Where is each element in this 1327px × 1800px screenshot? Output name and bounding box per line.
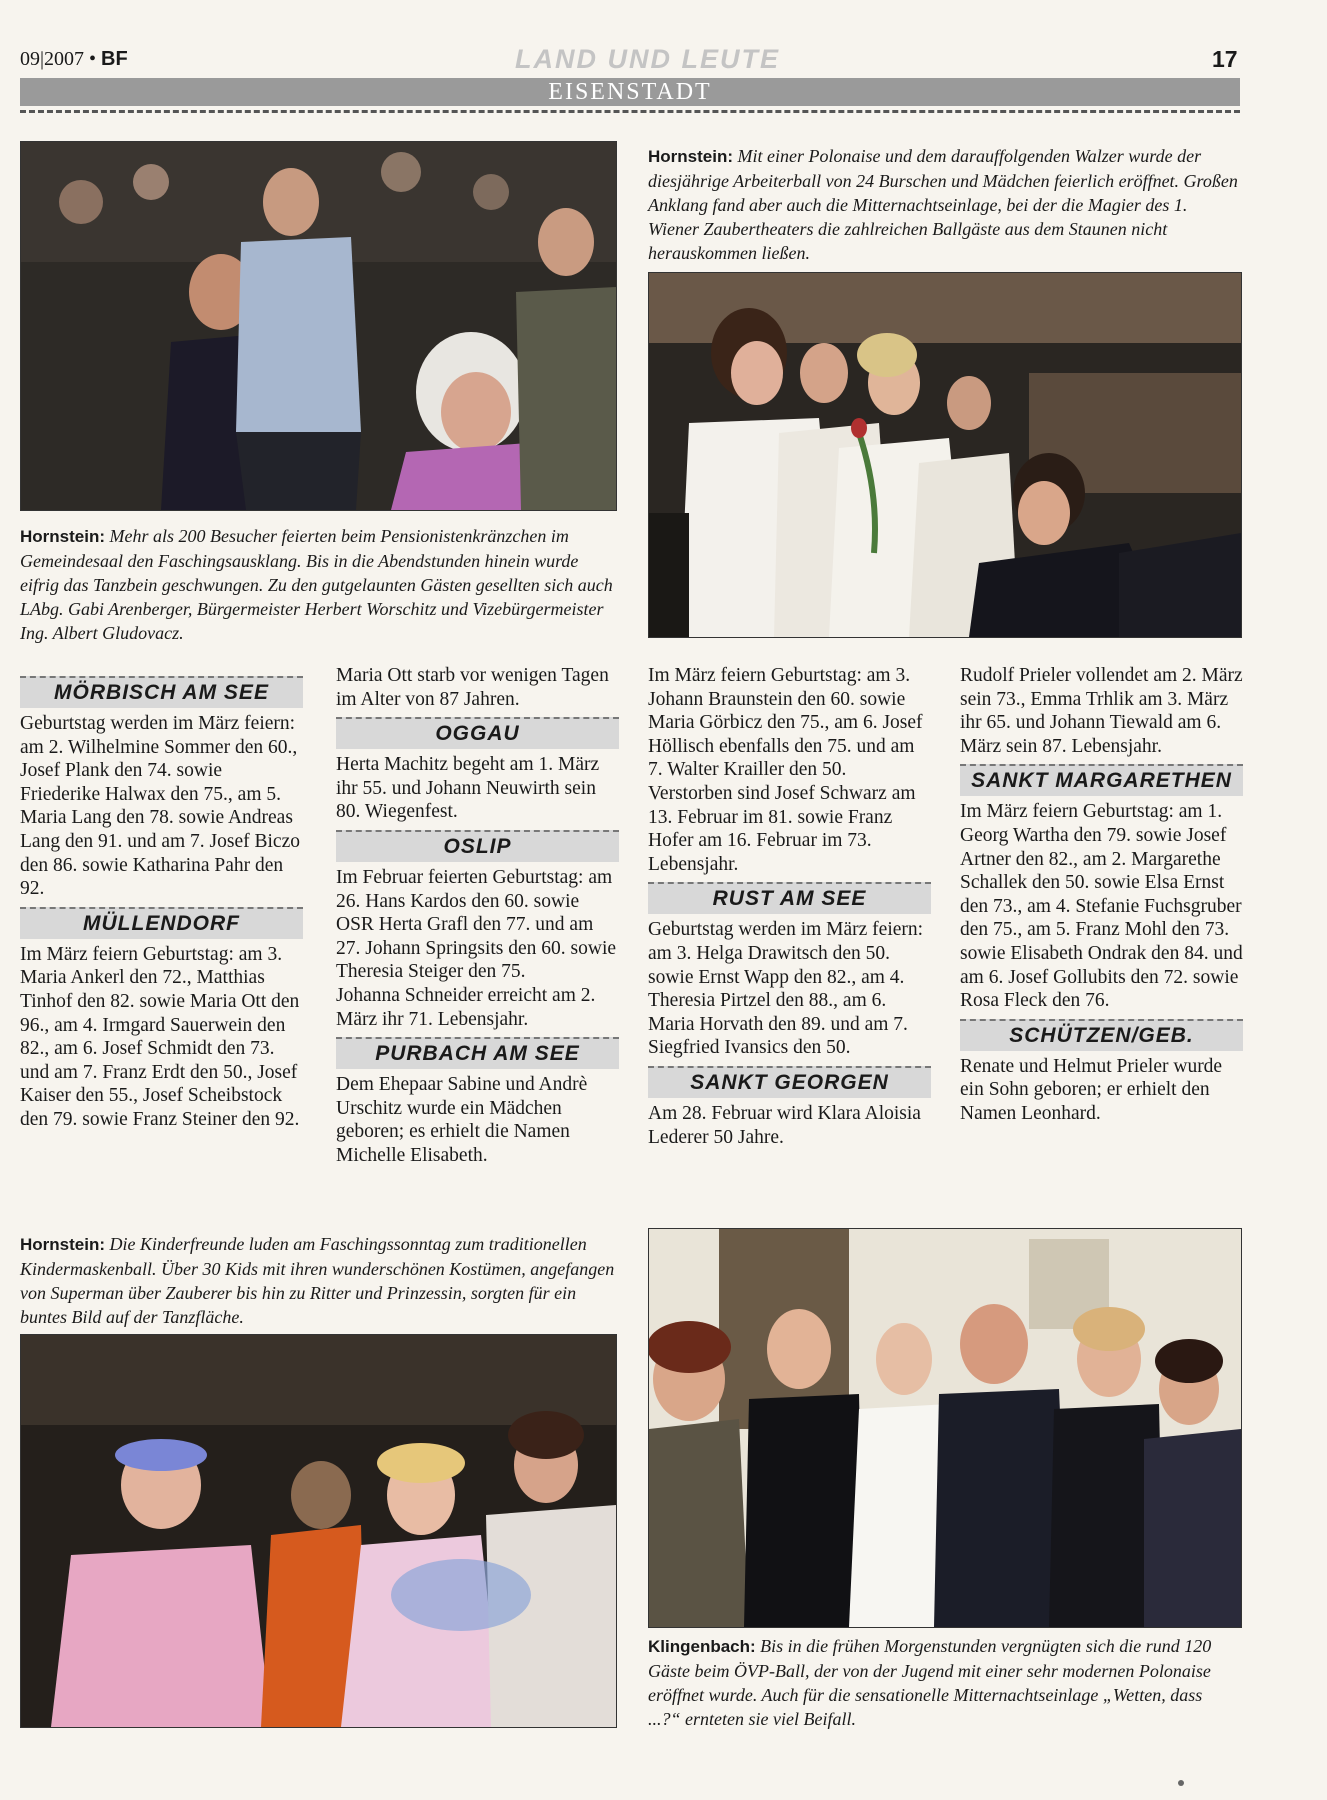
article-moerbisch: Geburtstag werden im März feiern: am 2. Wilhelmine Sommer den 60., Josef Plank den 74. sowie Friederike Halwax den 75., am 5. Maria Lang den 78. sowie Andreas Lang den 91. und am 7. Josef Biczo den 86. sowie Katharina Pahr den 92. <box>20 713 300 900</box>
column-4 <box>960 664 1243 1126</box>
section-heading-sankt-georgen: SANKT GEORGEN <box>648 1066 931 1098</box>
section-heading-sankt-margarethen: SANKT MARGARETHEN <box>960 764 1243 796</box>
paper-name: BF <box>101 48 128 70</box>
caption-arbeiterball <box>648 144 1240 265</box>
caption-text: Bis in die frühen Morgenstunden vergnügten sich die rund 120 Gäste beim ÖVP-Ball, der von der Jugend mit einer sehr modernen Polonaise eröffnet wurde. Auch für die sensationelle Mitternachtseinlage „Wetten, dass ...?“ ernteten sie viel Beifall. <box>648 1636 1212 1729</box>
section-heading-muellendorf: MÜLLENDORF <box>20 907 303 939</box>
header-divider <box>20 110 1240 113</box>
region-label: EISENSTADT <box>548 79 712 105</box>
caption-kindermaskenball <box>20 1232 620 1329</box>
section-heading-oggau: OGGAU <box>336 717 619 749</box>
caption-text: Mehr als 200 Besucher feierten beim Pensionistenkränzchen im Gemeindesaal den Faschingsausklang. Bis in die Abendstunden hinein wurde eifrig das Tanzbein geschwungen. Zu den gutgelaunten Gästen gesellten sich auch LAbg. Gabi Arenberger, Bürgermeister Herbert Worschitz und Vizebürgermeister Ing. Albert Gludovacz. <box>20 526 613 643</box>
section-heading-purbach: PURBACH AM SEE <box>336 1037 619 1069</box>
caption-text: Die Kinderfreunde luden am Faschingssonntag zum traditionellen Kindermaskenball. Über 30 Kids mit ihren wunderschönen Kostümen, angefangen von Superman über Zauberer bis hin zu Ritter und Prinzessin, sorgten für ein buntes Bild auf der Tanzfläche. <box>20 1234 615 1327</box>
article-purbach: Dem Ehepaar Sabine und Andrè Urschitz wurde ein Mädchen geboren; es erhielt die Namen Michelle Elisabeth. <box>336 1074 588 1166</box>
debutantes-polonaise-photo <box>648 272 1242 638</box>
article-sankt-georgen: Am 28. Februar wird Klara Aloisia Lederer 50 Jahre. <box>648 1102 921 1148</box>
issue-number: 09|2007 <box>20 48 85 70</box>
kids-costume-ball-photo <box>20 1334 617 1728</box>
page-number: 17 <box>1212 46 1238 72</box>
section-heading-oslip: OSLIP <box>336 830 619 862</box>
article-oggau: Herta Machitz begeht am 1. März ihr 55. und Johann Neuwirth sein 80. Wiegenfest. <box>336 754 600 823</box>
caption-text: Mit einer Polonaise und dem darauffolgenden Walzer wurde der diesjährige Arbeiterball von 24 Burschen und Mädchen feierlich eröffnet. Großen Anklang fand aber auch die Mitternachtseinlage, bei der die Magier des 1. Wiener Zaubertheaters die zahlreichen Ballgäste aus dem Staunen nicht herauskommen ließen. <box>648 146 1238 263</box>
caption-place: Hornstein: <box>20 527 105 546</box>
column-2 <box>336 664 619 1168</box>
caption-pensionistenkraenzchen <box>20 524 620 645</box>
article-sankt-margarethen: Im März feiern Geburtstag: am 1. Georg Wartha den 79. sowie Josef Artner den 82., am 2. Margarethe Schallek den 50. sowie Elsa Ernst den 73., am 4. Stefanie Fuchsgruber den 75., am 5. Franz Mohl den 73. sowie Elisabeth Ondrak den 84. und am 6. Josef Gollubits den 72. sowie Rosa Fleck den 76. <box>960 801 1243 1012</box>
article-schuetzen: Renate und Helmut Prieler wurde ein Sohn geboren; er erhielt den Namen Leonhard. <box>960 1055 1223 1124</box>
caption-place: Hornstein: <box>648 147 733 166</box>
article-oslip-2: Johanna Schneider erreicht am 2. März ihr 71. Lebensjahr. <box>336 984 596 1030</box>
region-band <box>20 78 1240 106</box>
column-3 <box>648 664 931 1149</box>
caption-place: Klingenbach: <box>648 1637 756 1656</box>
section-heading-schuetzen: SCHÜTZEN/GEB. <box>960 1019 1243 1051</box>
dancing-seniors-photo <box>20 141 617 511</box>
article-sankt-georgen-cont: Rudolf Prieler vollendet am 2. März sein 73., Emma Trhlik am 3. März ihr 65. und Johann Tiewald am 6. März sein 87. Lebensjahr. <box>960 665 1243 757</box>
section-title: LAND UND LEUTE <box>515 44 780 74</box>
caption-oevp-ball <box>648 1634 1238 1731</box>
section-heading-moerbisch: MÖRBISCH AM SEE <box>20 676 303 708</box>
article-rust: Geburtstag werden im März feiern: am 3. Helga Drawitsch den 50. sowie Ernst Wapp den 82., am 4. Theresia Pirtzel den 88., am 6. Maria Horvath den 89. und am 7. Siegfried Ivansics den 50. <box>648 919 924 1059</box>
article-muellendorf-cont: Maria Ott starb vor wenigen Tagen im Alter von 87 Jahren. <box>336 665 609 710</box>
article-purbach-cont: Im März feiern Geburtstag: am 3. Johann Braunstein den 60. sowie Maria Görbicz den 75., am 6. Josef Höllisch ebenfalls den 75. und am 7. Walter Krailler den 50. <box>648 665 923 781</box>
column-1 <box>20 670 303 1132</box>
article-muellendorf: Im März feiern Geburtstag: am 3. Maria Ankerl den 72., Matthias Tinhof den 82. sowie Maria Ott den 96., am 4. Irmgard Sauerwein den 82., am 6. Josef Schmidt den 73. und am 7. Franz Erdt den 50., Josef Kaiser den 55., Josef Scheibstock den 79. sowie Franz Steiner den 92. <box>20 943 300 1130</box>
section-heading-rust: RUST AM SEE <box>648 882 931 914</box>
article-oslip: Im Februar feierten Geburtstag: am 26. Hans Kardos den 60. sowie OSR Herta Grafl den 77. und am 27. Johann Springsits den 60. sowie Theresia Steiger den 75. <box>336 866 617 983</box>
issue-label: 09|2007 • BF <box>20 48 128 70</box>
page-dot <box>1178 1780 1184 1786</box>
article-purbach-deaths: Verstorben sind Josef Schwarz am 13. Februar im 81. sowie Franz Hofer am 16. Februar im 73. Lebensjahr. <box>648 782 916 875</box>
caption-place: Hornstein: <box>20 1235 105 1254</box>
group-ball-guests-photo <box>648 1228 1242 1628</box>
